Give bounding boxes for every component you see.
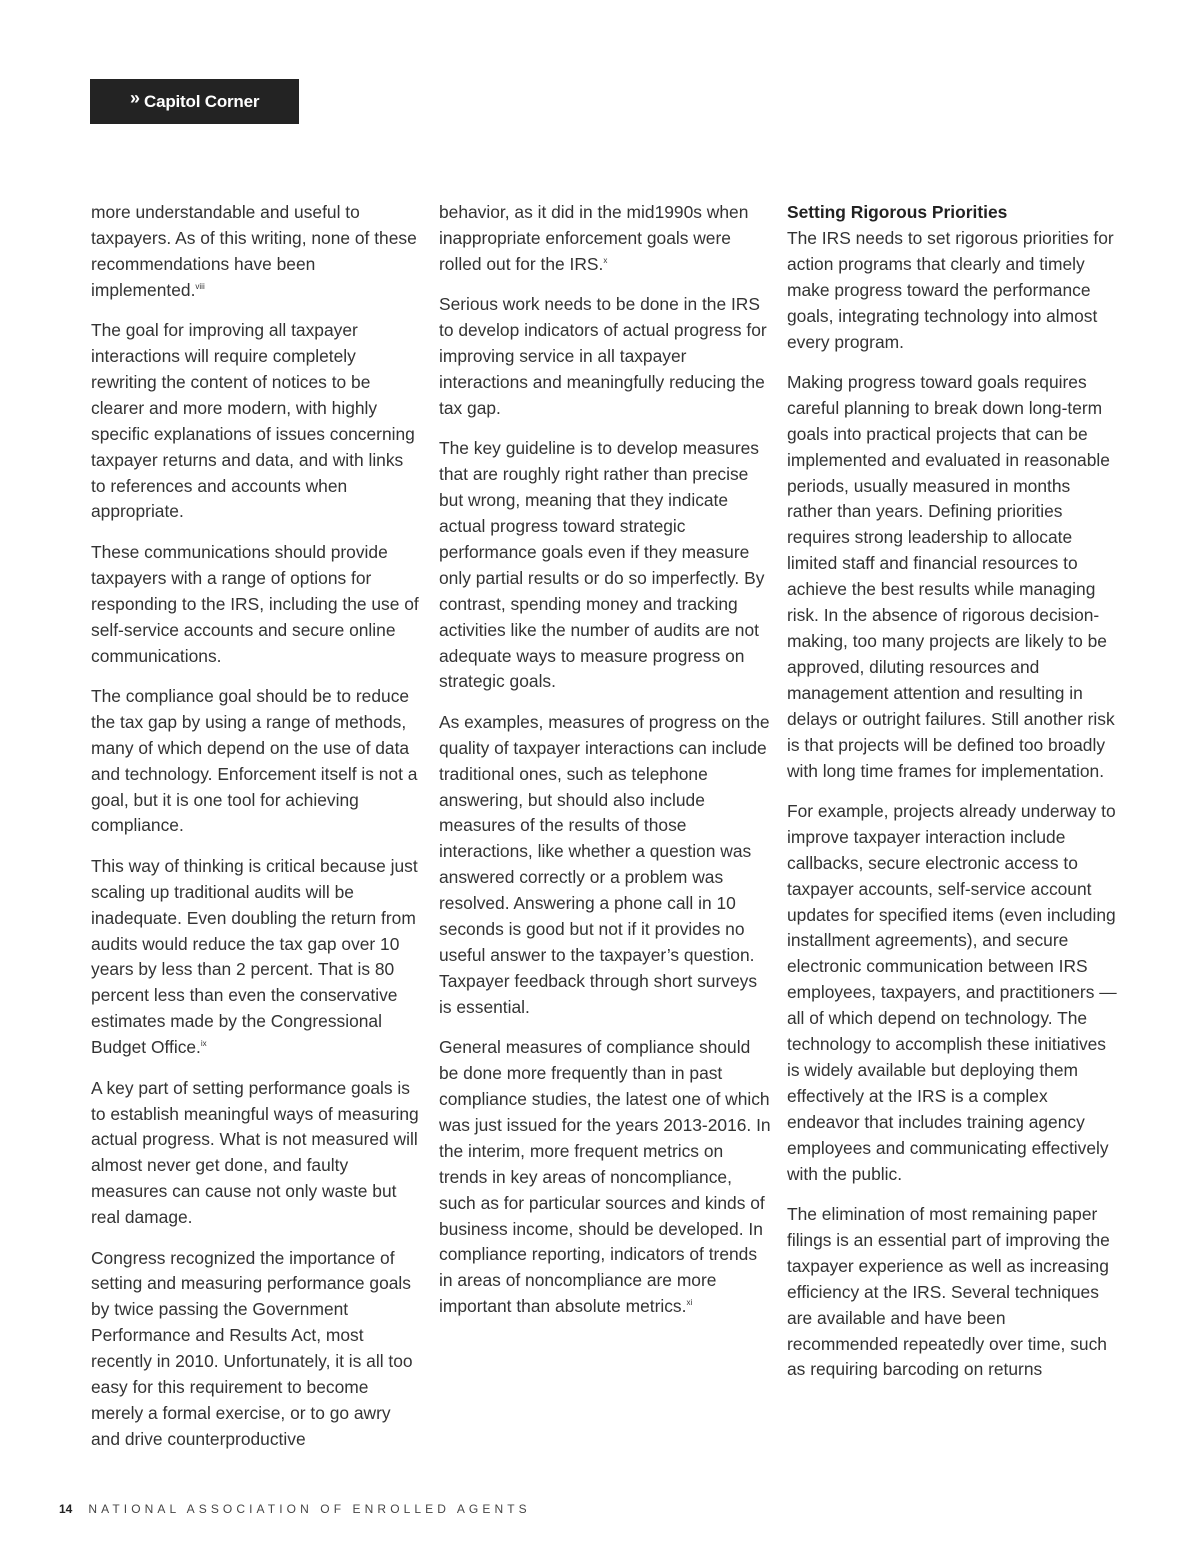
paragraph — [91, 200, 421, 304]
paragraph: The IRS needs to set rigorous priorities for action programs that clearly and timely make progress toward the performance goals, integrating technology into almost every program. — [787, 227, 1114, 352]
paragraph — [439, 200, 771, 278]
paragraph — [91, 854, 421, 1061]
paragraph: The elimination of most remaining paper filings is an essential part of improving the taxpayer experience as well as increasing efficiency at the IRS. Several techniques are available and have been recommended repeatedly over time, such as requiring barcoding on returns — [787, 1204, 1110, 1380]
page-number: 14 — [59, 1502, 73, 1516]
double-chevron-icon: » — [130, 88, 141, 108]
paragraph-text: more understandable and useful to taxpayers. As of this writing, none of these recommendations have been implemented. — [91, 202, 417, 300]
page-footer — [59, 1502, 531, 1516]
paragraph — [439, 1035, 771, 1320]
paragraph: For example, projects already underway to improve taxpayer interaction include callbacks, secure electronic access to taxpayer accounts, self-service account updates for specified items (even including installment agreements), and secure electronic communication between IRS employees, taxpayers, and practitioners — all of which depend on technology. The technology to accomplish these initiatives is widely available but deploying them effectively at the IRS is a complex endeavor that includes training agency employees and communicating effectively with the public. — [787, 800, 1117, 1184]
paragraph-text: General measures of compliance should be done more frequently than in past compliance studies, the latest one of which was just issued for the years 2013-2016. In the interim, more frequent metrics on trends in key areas of noncompliance, such as for particular sources and kinds of business income, should be developed. In compliance reporting, indicators of trends in areas of noncompliance are more important than absolute metrics. — [439, 1037, 771, 1317]
paragraph: Congress recognized the importance of setting and measuring performance goals by twice passing the Government Performance and Results Act, most recently in 2010. Unfortunately, it is all too easy for this requirement to become merely a formal exercise, or to go awry and drive counterproductive — [91, 1247, 413, 1449]
paragraph-text: behavior, as it did in the mid1990s when inappropriate enforcement goals were rolled out for the IRS. — [439, 202, 749, 274]
paragraph: The compliance goal should be to reduce the tax gap by using a range of methods, many of which depend on the use of data and technology. Enforcement itself is not a goal, but it is one tool for achieving compliance. — [91, 685, 418, 836]
paragraph: A key part of setting performance goals is to establish meaningful ways of measuring actual progress. What is not measured will almost never get done, and faulty measures can cause not only waste but real damage. — [91, 1077, 419, 1228]
paragraph-text: This way of thinking is critical because just scaling up traditional audits will be inadequate. Even doubling the return from audits would reduce the tax gap over 10 years by less than 2 percent. That is 80 percent less than even the conservative estimates made by the Congressional Budget Office. — [91, 855, 418, 1058]
section-heading: Setting Rigorous Priorities — [787, 202, 1008, 222]
endnote-marker: xi — [686, 1298, 693, 1308]
paragraph: As examples, measures of progress on the quality of taxpayer interactions can include traditional ones, such as telephone answering, but should also include measures of the results of those interactions, like whether a question was answered correctly or a problem was resolved. Answering a phone call in 10 seconds is good but not if it provides no useful answer to the taxpayer’s question. Taxpayer feedback through short surveys is essential. — [439, 711, 770, 1017]
section-title: Capitol Corner — [144, 91, 260, 111]
column-3 — [787, 200, 1117, 1398]
endnote-marker: ix — [200, 1039, 207, 1049]
column-2 — [439, 200, 771, 1335]
paragraph: Serious work needs to be done in the IRS to develop indicators of actual progress for improving service in all taxpayer interactions and meaningfully reducing the tax gap. — [439, 294, 767, 418]
paragraph: Making progress toward goals requires careful planning to break down long-term goals into practical projects that can be implemented and evaluated in reasonable periods, usually measured in months rather than years. Defining priorities requires strong leadership to allocate limited staff and financial resources to achieve the best results while managing risk. In the absence of rigorous decision-making, too many projects are likely to be approved, diluting resources and management attention and resulting in delays or outright failures. Still another risk is that projects will be defined too broadly with long time frames for implementation. — [787, 371, 1115, 781]
section-header-tab — [90, 79, 299, 124]
column-1 — [91, 200, 421, 1467]
paragraph: These communications should provide taxpayers with a range of options for responding to the IRS, including the use of self-service accounts and secure online communications. — [91, 541, 419, 666]
endnote-marker: viii — [195, 281, 205, 291]
paragraph: The goal for improving all taxpayer interactions will require completely rewriting the content of notices to be clearer and more modern, with highly specific explanations of issues concerning taxpayer returns and data, and with links to references and accounts when appropriate. — [91, 320, 415, 522]
paragraph: The key guideline is to develop measures that are roughly right rather than precise but wrong, meaning that they indicate actual progress toward strategic performance goals even if they measure only partial results or do so imperfectly. By contrast, spending money and tracking activities like the number of audits are not adequate ways to measure progress on strategic goals. — [439, 438, 765, 692]
organization-name: NATIONAL ASSOCIATION OF ENROLLED AGENTS — [88, 1502, 531, 1516]
endnote-marker: x — [603, 256, 608, 266]
